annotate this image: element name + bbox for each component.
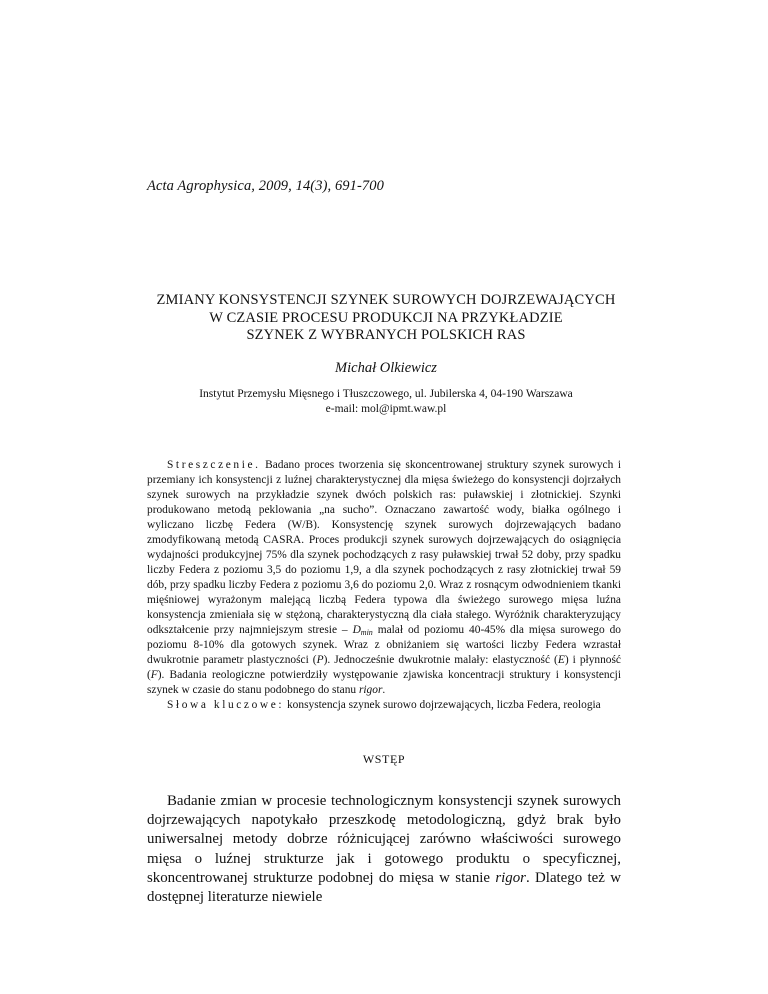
intro-text: . Dlatego też w dostępnej literaturze niewiele xyxy=(147,869,621,906)
symbol-f: F xyxy=(150,669,158,681)
intro-text: Badanie zmian w procesie technologicznym konsystencji szynek surowych dojrzewających napotykało przeszkodę metodologiczną, gdyż brak było uniwersalnej metody dobrze różnicującej zarówno właściwości surowego mięsa o luźnej strukturze jak i gotowego produktu o specyficznej, skoncentrowanej strukturze podobnej do mięsa w stanie xyxy=(147,793,621,886)
symbol-p: P xyxy=(316,654,324,666)
abstract-text: ). Jednocześnie dwukrotnie malały: elastyczność ( xyxy=(323,654,558,666)
abstract-text: ) i płynność ( xyxy=(147,654,621,681)
title-line: ZMIANY KONSYSTENCJI SZYNEK SUROWYCH DOJRZEWAJĄCYCH xyxy=(156,292,616,308)
abstract-text: . xyxy=(382,684,386,696)
title-line: W CZASIE PROCESU PRODUKCJI NA PRZYKŁADZIE xyxy=(209,309,563,326)
author-name: Michał Olkiewicz xyxy=(335,360,437,376)
keywords-label: Słowa kluczowe: xyxy=(167,699,285,711)
rigor-term: rigor xyxy=(495,869,526,886)
abstract-label: Streszczenie. xyxy=(167,459,261,471)
abstract-body xyxy=(147,458,621,698)
symbol-d: D xyxy=(352,624,361,636)
abstract-text: malał od poziomu 40-45% dla mięsa surowego do poziomu 8-10% dla gotowych szynek. Wraz z obniżaniem się wartości liczby Federa wzrastał dwukrotnie parametr plastyczności ( xyxy=(147,624,621,666)
title-line: SZYNEK Z WYBRANYCH POLSKICH RAS xyxy=(246,327,526,343)
author-email: e-mail: mol@ipmt.waw.pl xyxy=(325,403,447,415)
intro-paragraph xyxy=(147,792,621,907)
institute-address: Instytut Przemysłu Mięsnego i Tłuszczowego, ul. Jubilerska 4, 04-190 Warszawa xyxy=(199,388,573,400)
rigor-term: rigor xyxy=(358,684,383,696)
paper-title xyxy=(120,292,652,345)
symbol-d-subscript: min xyxy=(360,628,373,637)
keywords-text: konsystencja szynek surowo dojrzewających, liczba Federa, reologia xyxy=(284,699,601,711)
symbol-e: E xyxy=(557,654,565,666)
abstract xyxy=(147,458,621,713)
abstract-text: ). Badania reologiczne potwierdziły występowanie zjawiska koncentracji struktury i konsystencji szynek w czasie do stanu podobnego do stanu xyxy=(147,669,621,696)
journal-reference: Acta Agrophysica, 2009, 14(3), 691-700 xyxy=(147,178,384,194)
keywords xyxy=(147,698,621,713)
section-heading: WSTĘP xyxy=(362,752,406,766)
introduction xyxy=(147,792,621,907)
abstract-text: Badano proces tworzenia się skoncentrowanej struktury szynek surowych i przemiany ich konsystencji z luźnej charakterystycznej dla mięsa świeżego do konsystencji dojrzałych szynek surowych na przykładzie szynek dwóch polskich ras: puławskiej i złotnickiej. Szynki produkowano metodą peklowania „na sucho”. Oznaczano zawartość wody, białka ogólnego i wyliczano liczbę Federa (W/B). Konsystencję szynek surowych dojrzewających badano zmodyfikowaną metodą CASRA. Proces produkcji szynek surowych dojrzewających do osiągnięcia wydajności produkcyjnej 75% dla szynek pochodzących z rasy puławskiej trwał 52 doby, przy spadku liczby Federa z poziomu 3,5 do poziomu 1,9, a dla szynek pochodzących z rasy złotnickiej trwał 59 dób, przy spadku liczby Federa z poziomu 3,6 do poziomu 2,0. Wraz z rosnącym odwodnieniem tkanki mięśniowej wyrażonym malejącą liczbą Federa typowa dla świeżego surowego mięsa luźna konsystencja zmieniała się w stężoną, charakterystyczną dla ciała stałego. Wyróżnik charakteryzujący odkształcenie przy najmniejszym stresie – xyxy=(147,459,621,636)
author-affiliation xyxy=(120,387,652,417)
